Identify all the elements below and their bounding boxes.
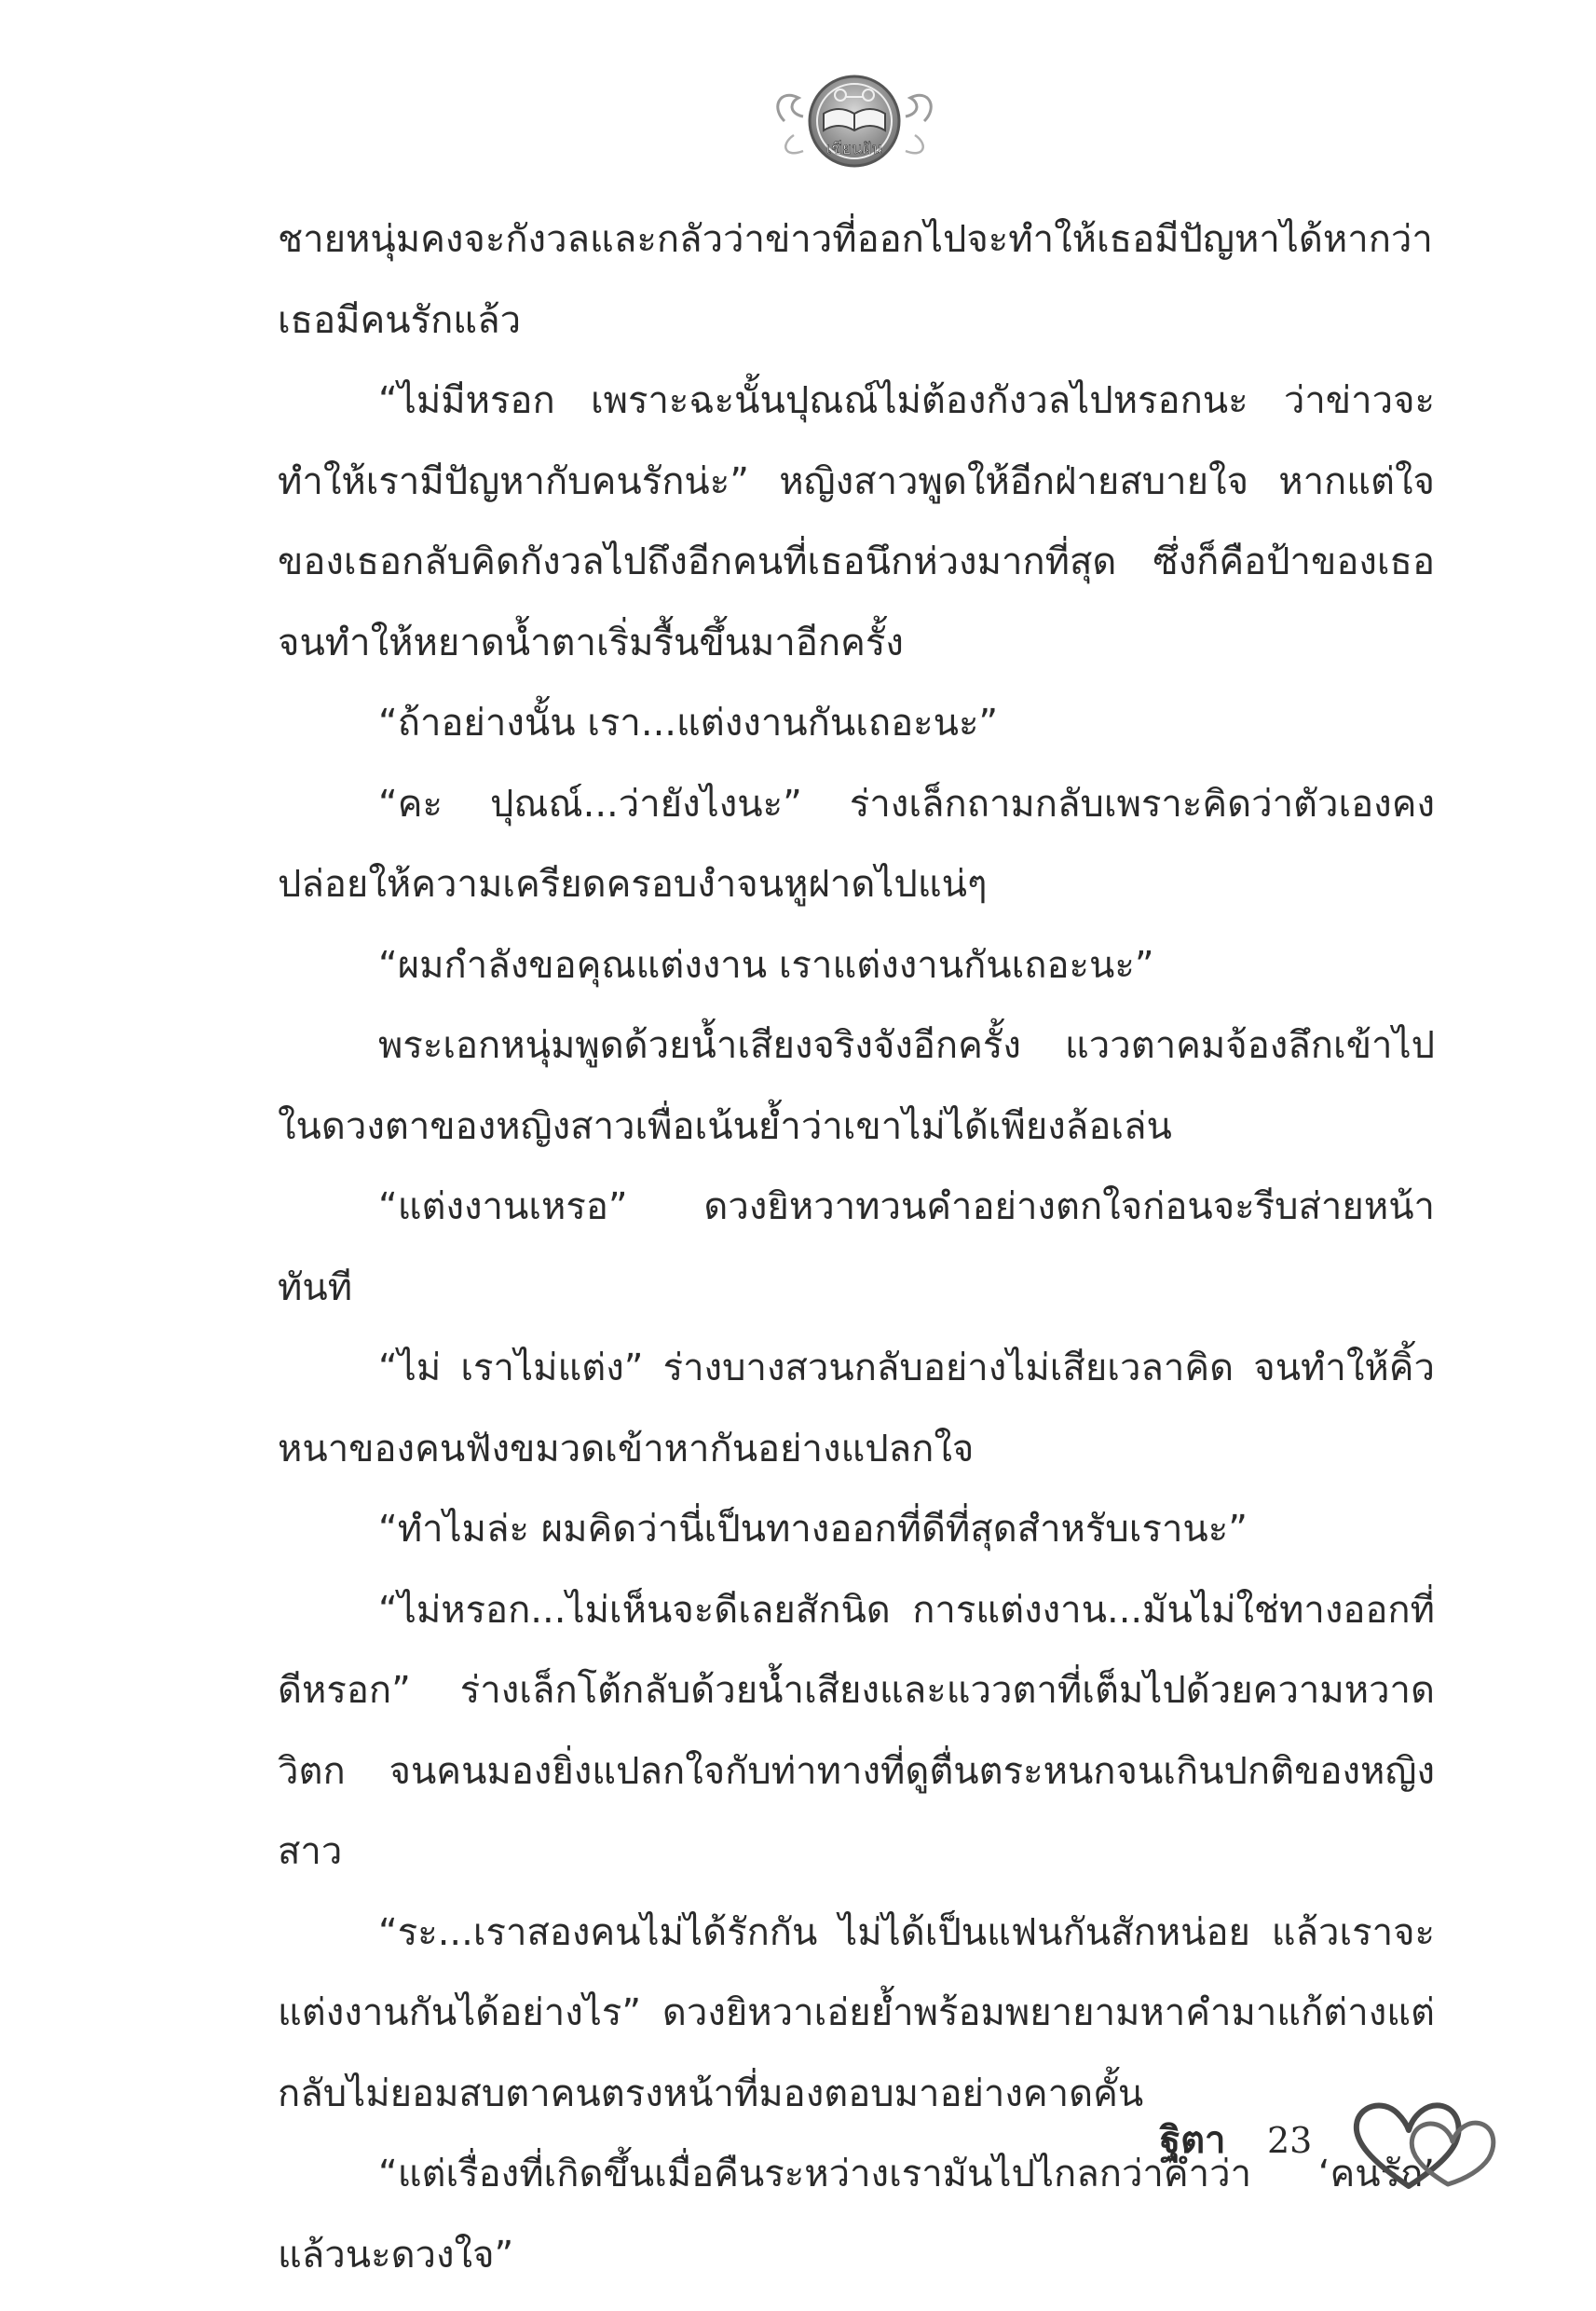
paragraph: “ระ...เราสองคนไม่ได้รักกัน ไม่ได้เป็นแฟนกันสักหน่อย แล้วเราจะแต่งงานกันได้อย่างไร” ดวงยิหวาเอ่ยย้ำพร้อมพยายามหาคำมาแก้ต่างแต่กลับไม่ยอมสบตาคนตรงหน้าที่มองตอบมาอย่างคาดคั้น xyxy=(278,1910,1435,2115)
paragraph: “ไม่หรอก...ไม่เห็นจะดีเลยสักนิด การแต่งงาน...มันไม่ใช่ทางออกที่ดีหรอก” ร่างเล็กโต้กลับด้วยน้ำเสียงและแววตาที่เต็มไปด้วยความหวาดวิตก จนคนมองยิ่งแปลกใจกับท่าทางที่ดูตื่นตระหนกจนเกินปกติของหญิงสาว xyxy=(278,1588,1435,1873)
paragraph: “แต่งงานเหรอ” ดวงยิหวาทวนคำอย่างตกใจก่อนจะรีบส่ายหน้าทันที xyxy=(278,1185,1435,1309)
author-name: ฐิตา xyxy=(1160,2119,1226,2162)
paragraph: “แต่เรื่องที่เกิดขึ้นเมื่อคืนระหว่างเรามันไปไกลกว่าคำว่า ‘คนรัก’ แล้วนะดวงใจ” xyxy=(278,2153,1435,2277)
logo-text: เขียนฝัน xyxy=(825,140,883,158)
paragraph: “ผมกำลังขอคุณแต่งงาน เราแต่งงานกันเถอะนะ” xyxy=(378,943,1154,987)
body-text xyxy=(278,199,1435,2295)
page-number: 23 xyxy=(1267,2120,1313,2161)
paragraph: พระเอกหนุ่มพูดด้วยน้ำเสียงจริงจังอีกครั้ง แววตาคมจ้องลึกเข้าไปในดวงตาของหญิงสาวเพื่อเน้นย้ำว่าเขาไม่ได้เพียงล้อเล่น xyxy=(278,1024,1435,1148)
paragraph: “คะ ปุณณ์...ว่ายังไงนะ” ร่างเล็กถามกลับเพราะคิดว่าตัวเองคงปล่อยให้ความเครียดครอบงำจนหูฝาดไปแน่ๆ xyxy=(278,782,1435,906)
page-footer xyxy=(0,2087,1596,2218)
paragraph: “ทำไมล่ะ ผมคิดว่านี่เป็นทางออกที่ดีที่สุดสำหรับเรานะ” xyxy=(378,1508,1248,1551)
double-heart-icon xyxy=(1351,2093,1498,2197)
paragraph: “ไม่มีหรอก เพราะฉะนั้นปุณณ์ไม่ต้องกังวลไปหรอกนะ ว่าข่าวจะทำให้เรามีปัญหากับคนรักน่ะ” หญิงสาวพูดให้อีกฝ่ายสบายใจ หากแต่ใจของเธอกลับคิดกังวลไปถึงอีกคนที่เธอนึกห่วงมากที่สุด ซึ่งก็คือป้าของเธอ จนทำให้หยาดน้ำตาเริ่มรื้นขึ้นมาอีกครั้ง xyxy=(278,379,1435,664)
paragraph: ชายหนุ่มคงจะกังวลและกลัวว่าข่าวที่ออกไปจะทำให้เธอมีปัญหาได้หากว่าเธอมีคนรักแล้ว xyxy=(278,218,1433,342)
book-seal-icon xyxy=(766,65,943,177)
paragraph: “ถ้าอย่างนั้น เรา...แต่งงานกันเถอะนะ” xyxy=(378,702,999,745)
paragraph: “ไม่ เราไม่แต่ง” ร่างบางสวนกลับอย่างไม่เสียเวลาคิด จนทำให้คิ้วหนาของคนฟังขมวดเข้าหากันอย่างแปลกใจ xyxy=(278,1347,1435,1470)
